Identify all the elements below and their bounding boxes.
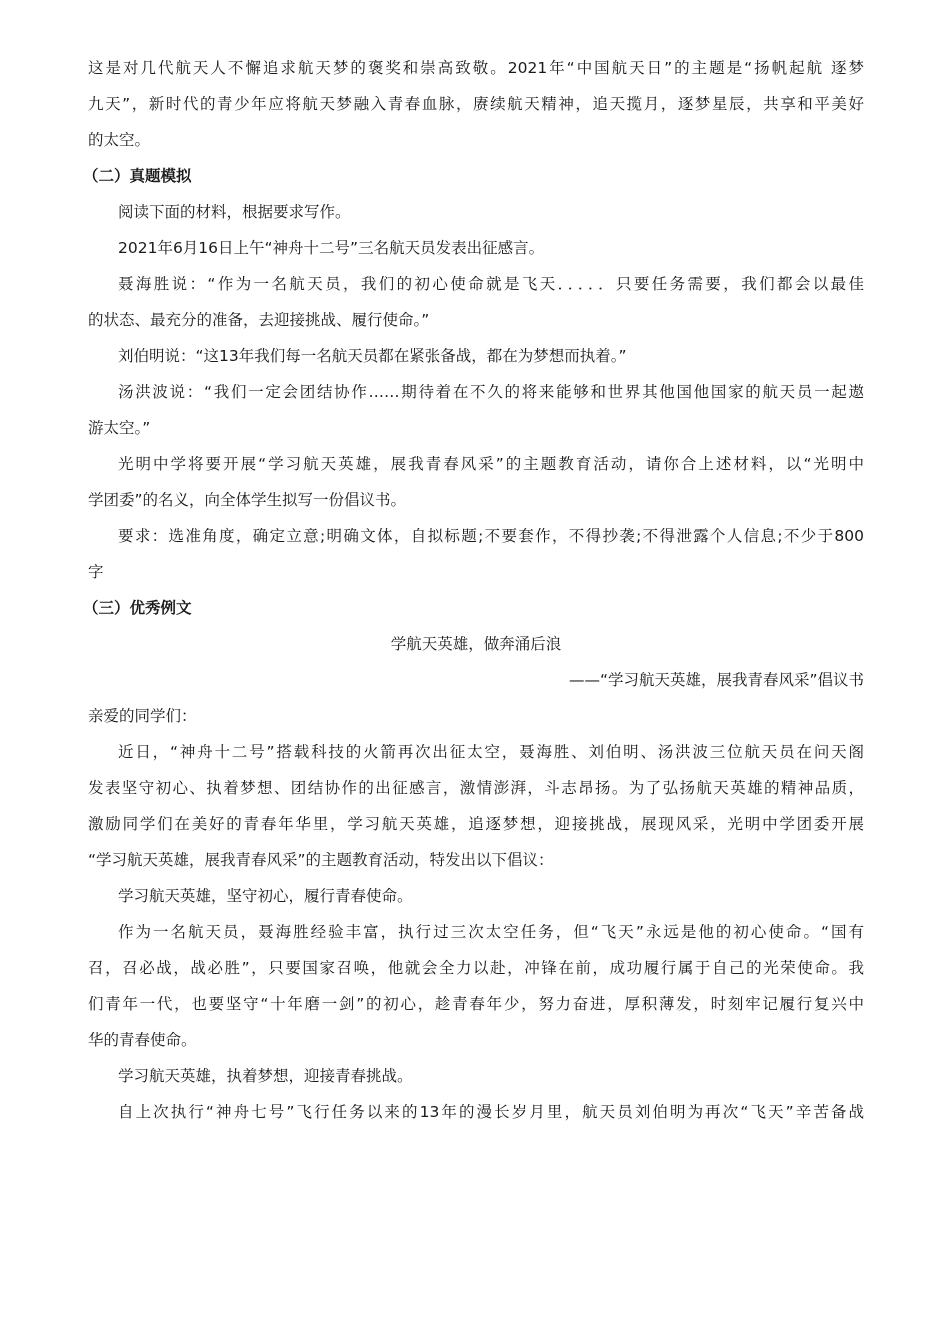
paragraph-line: 自上次执行“神舟七号”飞行任务以来的13年的漫长岁月里，航天员刘伯明为再次“飞天”辛苦备战 bbox=[118, 1103, 864, 1121]
paragraph-line: 的状态、最充分的准备，去迎接挑战、履行使命。” bbox=[88, 311, 430, 329]
section-heading: （二）真题模拟 bbox=[83, 167, 192, 185]
paragraph-line: 阅读下面的材料，根据要求写作。 bbox=[118, 203, 351, 221]
salutation: 亲爱的同学们： bbox=[88, 707, 197, 725]
paragraph-line: 学团委”的名义，向全体学生拟写一份倡议书。 bbox=[88, 491, 407, 509]
paragraph-line: 激励同学们在美好的青春年华里，学习航天英雄，追逐梦想，迎接挑战，展现风采，光明中学团委开展 bbox=[88, 815, 864, 833]
paragraph-line: 学习航天英雄，执着梦想，迎接青春挑战。 bbox=[118, 1067, 413, 1085]
paragraph-line: “学习航天英雄，展我青春风采”的主题教育活动，特发出以下倡议： bbox=[88, 851, 554, 869]
section-heading: （三）优秀例文 bbox=[83, 599, 192, 617]
paragraph-line: 聂海胜说：“作为一名航天员，我们的初心使命就是飞天．．．．．只要任务需要，我们都会以最佳 bbox=[118, 275, 864, 293]
essay-title: 学航天英雄，做奔涌后浪 bbox=[390, 635, 562, 653]
paragraph-line: 学习航天英雄，坚守初心，履行青春使命。 bbox=[118, 887, 413, 905]
essay-subtitle: ——“学习航天英雄，展我青春风采”倡议书 bbox=[568, 671, 864, 689]
paragraph-line: 光明中学将要开展“学习航天英雄，展我青春风采”的主题教育活动，请你合上述材料，以“光明中 bbox=[118, 455, 864, 473]
paragraph-line: 九天”，新时代的青少年应将航天梦融入青春血脉，赓续航天精神，追天揽月，逐梦星辰，共享和平美好 bbox=[88, 95, 864, 113]
paragraph-line: 近日，“神舟十二号”搭载科技的火箭再次出征太空，聂海胜、刘伯明、汤洪波三位航天员在问天阁 bbox=[118, 743, 864, 761]
paragraph-line: 们青年一代，也要坚守“十年磨一剑”的初心，趁青春年少，努力奋进，厚积薄发，时刻牢记履行复兴中 bbox=[88, 995, 864, 1013]
paragraph-line: 汤洪波说：“我们一定会团结协作……期待着在不久的将来能够和世界其他国他国家的航天员一起遨 bbox=[118, 383, 864, 401]
paragraph-line: 华的青春使命。 bbox=[88, 1031, 197, 1049]
paragraph-line: 要求：选准角度，确定立意;明确文体，自拟标题;不要套作，不得抄袭;不得泄露个人信息;不少于800 bbox=[118, 527, 864, 545]
paragraph-line: 作为一名航天员，聂海胜经验丰富，执行过三次太空任务，但“飞天”永远是他的初心使命。“国有 bbox=[118, 923, 864, 941]
paragraph-line: 游太空。” bbox=[88, 419, 151, 437]
paragraph-line: 刘伯明说：“这13年我们每一名航天员都在紧张备战，都在为梦想而执着。” bbox=[118, 347, 627, 365]
paragraph-line: 字 bbox=[88, 563, 104, 581]
paragraph-line: 2021年6月16日上午“神舟十二号”三名航天员发表出征感言。 bbox=[118, 239, 545, 257]
paragraph-line: 召，召必战，战必胜”，只要国家召唤，他就会全力以赴，冲锋在前，成功履行属于自己的光荣使命。我 bbox=[88, 959, 864, 977]
paragraph-line: 发表坚守初心、执着梦想、团结协作的出征感言，激情澎湃，斗志昂扬。为了弘扬航天英雄的精神品质， bbox=[88, 779, 864, 797]
paragraph-line: 的太空。 bbox=[88, 131, 151, 149]
paragraph-line: 这是对几代航天人不懈追求航天梦的褒奖和崇高致敬。2021年“中国航天日”的主题是“扬帆起航 逐梦 bbox=[88, 59, 864, 77]
